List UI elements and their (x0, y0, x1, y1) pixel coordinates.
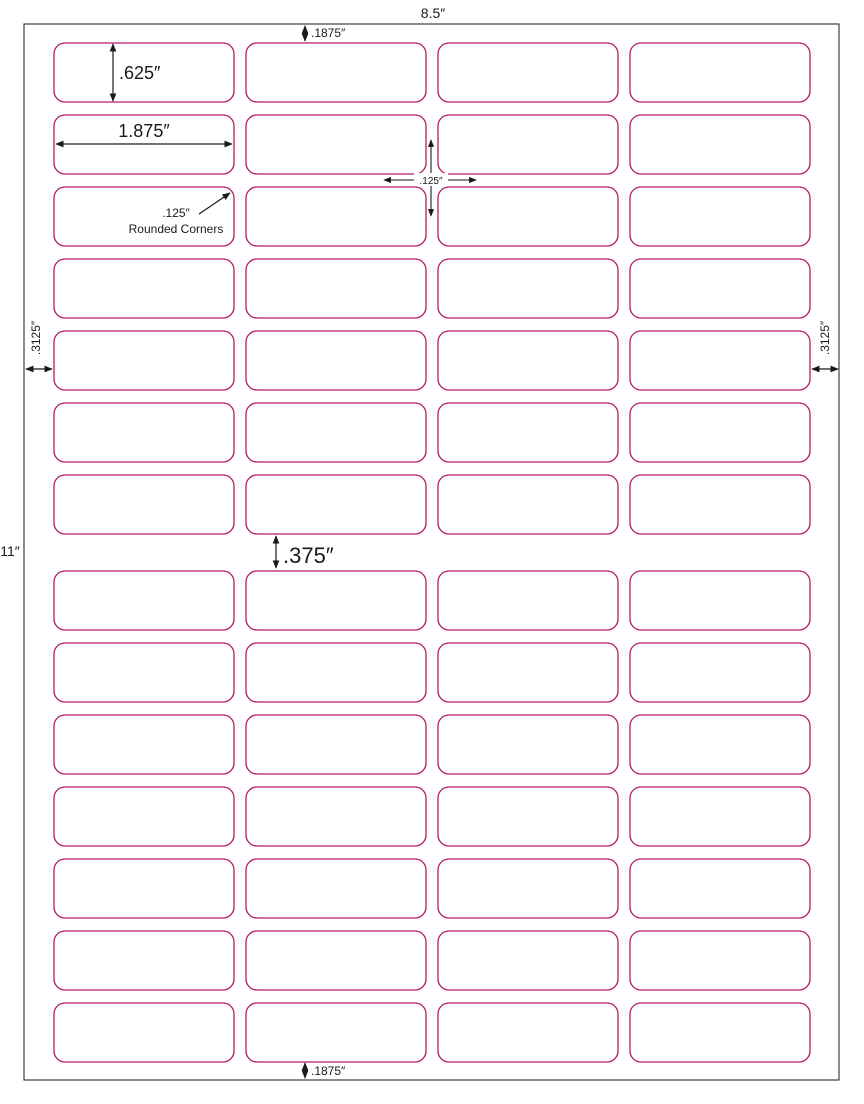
label-outline (630, 115, 810, 174)
label-outline (630, 859, 810, 918)
label-outline (246, 1003, 426, 1062)
bottom-margin-dimension (305, 1063, 346, 1078)
label-outline (246, 187, 426, 246)
label-outline (54, 787, 234, 846)
sheet-width-label: 8.5″ (420, 5, 446, 21)
left-margin-label: .3125″ (29, 320, 43, 356)
label-outline (630, 715, 810, 774)
corner-radius-value: .125″ (162, 206, 190, 220)
label-outline (630, 643, 810, 702)
label-outline (246, 115, 426, 174)
label-height-dimension (113, 44, 161, 101)
label-outline (246, 571, 426, 630)
label-outline (54, 643, 234, 702)
label-outline (438, 787, 618, 846)
label-outline (438, 115, 618, 174)
label-outline (438, 931, 618, 990)
label-outline (54, 331, 234, 390)
label-outline (246, 331, 426, 390)
label-outline (438, 643, 618, 702)
label-outline (438, 403, 618, 462)
label-width-label: 1.875″ (118, 121, 170, 141)
right-margin-label: .3125″ (818, 320, 832, 356)
label-outline (630, 1003, 810, 1062)
label-outline (246, 259, 426, 318)
label-outline (438, 187, 618, 246)
label-outline (438, 859, 618, 918)
label-outline (630, 571, 810, 630)
top-margin-label: .1875″ (311, 26, 346, 40)
block-gap-label: .375″ (283, 543, 334, 568)
label-outline (246, 787, 426, 846)
label-outline (630, 787, 810, 846)
corner-radius-callout (129, 193, 230, 236)
label-height-label: .625″ (119, 63, 161, 83)
label-outline (438, 1003, 618, 1062)
bottom-margin-label: .1875″ (311, 1064, 346, 1078)
label-outline (54, 259, 234, 318)
label-outline (54, 187, 234, 246)
right-margin-dimension (812, 320, 838, 369)
label-outline (438, 571, 618, 630)
label-outline (54, 859, 234, 918)
gap-label: .125″ (419, 176, 443, 187)
label-outline (630, 331, 810, 390)
label-outline (630, 475, 810, 534)
top-margin-dimension (305, 26, 346, 41)
label-outline (246, 475, 426, 534)
label-outline (246, 931, 426, 990)
label-outline (246, 715, 426, 774)
label-outline (438, 331, 618, 390)
label-outline (438, 715, 618, 774)
label-outline (438, 475, 618, 534)
label-outline (54, 403, 234, 462)
label-outline (246, 43, 426, 102)
label-outline (54, 715, 234, 774)
label-outline (630, 43, 810, 102)
label-outline (630, 931, 810, 990)
left-margin-dimension (26, 320, 52, 369)
label-outline (630, 187, 810, 246)
label-outline (630, 403, 810, 462)
label-outline (438, 259, 618, 318)
label-outline (246, 859, 426, 918)
label-outline (54, 475, 234, 534)
label-outline (54, 931, 234, 990)
label-outline (630, 259, 810, 318)
label-outline (54, 571, 234, 630)
label-width-dimension (56, 121, 232, 144)
label-outline (54, 1003, 234, 1062)
label-outline (438, 43, 618, 102)
sheet-height-label: 11″ (0, 543, 20, 559)
label-outline (246, 403, 426, 462)
label-grid (54, 43, 810, 1062)
label-outline (246, 643, 426, 702)
gap-dimension (384, 140, 476, 216)
block-gap-dimension (276, 536, 334, 568)
corner-radius-caption: Rounded Corners (128, 222, 224, 236)
